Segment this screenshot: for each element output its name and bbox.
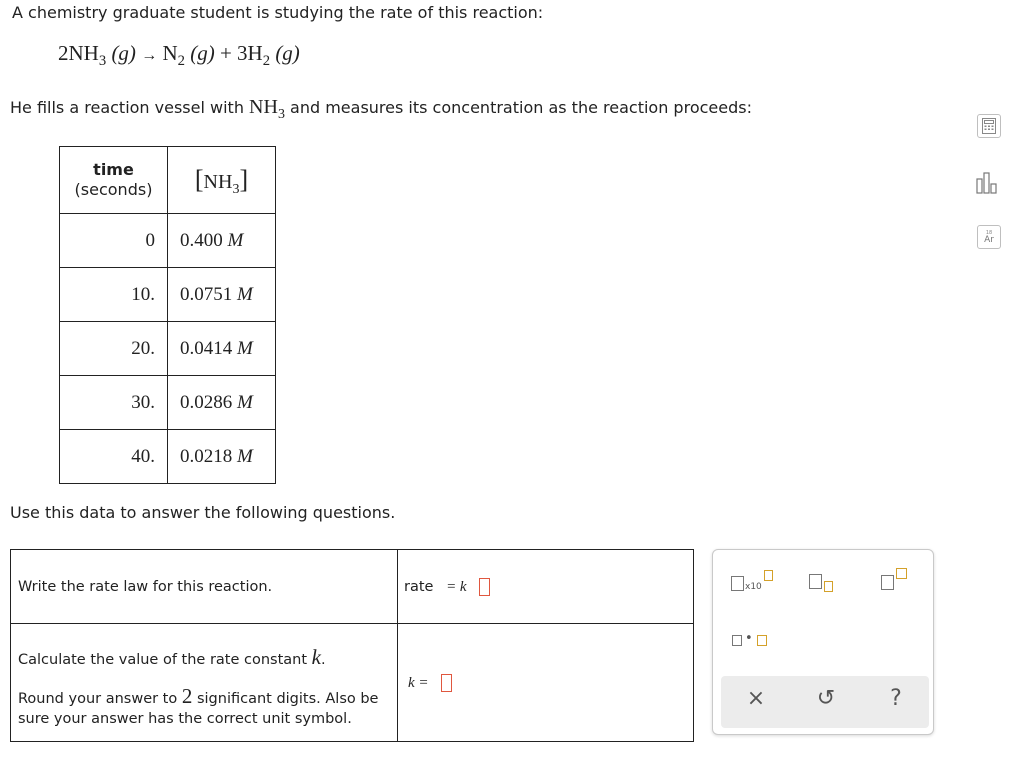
periodic-table-icon[interactable] [977,225,1001,249]
base-box [881,575,894,590]
answer-palette [712,549,934,735]
table-row [60,268,276,322]
answer-table [10,549,694,742]
base-box [809,574,822,589]
multiply-dot-button[interactable] [732,633,778,649]
concentration-cell: 0.0286 M [168,376,276,430]
mantissa-box [731,576,744,591]
undo-button[interactable]: ↺ [816,686,836,711]
subscript-button[interactable] [809,570,843,596]
x10-label: x10 [745,582,762,592]
time-cell: 30. [60,376,168,430]
concentration-header: $[NH_3]$ [168,147,276,214]
palette-action-bar [721,676,929,728]
concentration-cell: 0.0414 M [168,322,276,376]
table-row [60,376,276,430]
time-cell: 10. [60,268,168,322]
exponent-box [764,570,773,581]
help-button[interactable]: ? [890,686,902,711]
clear-button[interactable]: × [746,686,766,711]
question-row [11,550,694,624]
subscript-box [824,581,833,592]
rate-constant-answer: k = [398,624,694,742]
reaction-equation: $2NH_3$ $(g) \to N_2$ $(g) + 3H_2$ (g) [58,41,300,70]
table-header-row [60,147,276,214]
concentration-table [59,146,276,484]
left-box [732,635,742,646]
rate-law-answer: rate = k [398,550,694,624]
concentration-cell: 0.400 M [168,214,276,268]
superscript-box [896,568,907,579]
dot-symbol: • [745,631,753,646]
bar-chart-icon[interactable] [975,170,1003,196]
rate-law-input[interactable] [479,578,490,596]
time-cell: 40. [60,430,168,484]
concentration-cell: 0.0751 M [168,268,276,322]
rate-law-question: Write the rate law for this reaction. [11,550,398,624]
right-box [757,635,767,646]
time-header: time (seconds) [60,147,168,214]
calculator-icon[interactable] [977,114,1001,138]
rate-constant-input[interactable] [441,674,452,692]
superscript-button[interactable] [881,568,915,594]
rate-constant-question: Calculate the value of the rate constant k. Round your answer to 2 significant digits. Also be sure your answer has the correct unit symbol. [11,624,398,742]
use-data-text: Use this data to answer the following questions. [10,503,396,522]
time-cell: 20. [60,322,168,376]
table-row [60,322,276,376]
periodic-symbol: Ar [984,234,994,245]
concentration-cell: 0.0218 M [168,430,276,484]
intro-text: A chemistry graduate student is studying the rate of this reaction: [12,3,544,22]
time-cell: 0 [60,214,168,268]
fills-text: He fills a reaction vessel with $NH_3$ and measures its concentration as the reaction proceeds: [10,96,752,122]
table-row [60,214,276,268]
question-row [11,624,694,742]
table-row [60,430,276,484]
periodic-number: 18 [985,229,993,236]
scientific-notation-button[interactable] [731,570,777,596]
